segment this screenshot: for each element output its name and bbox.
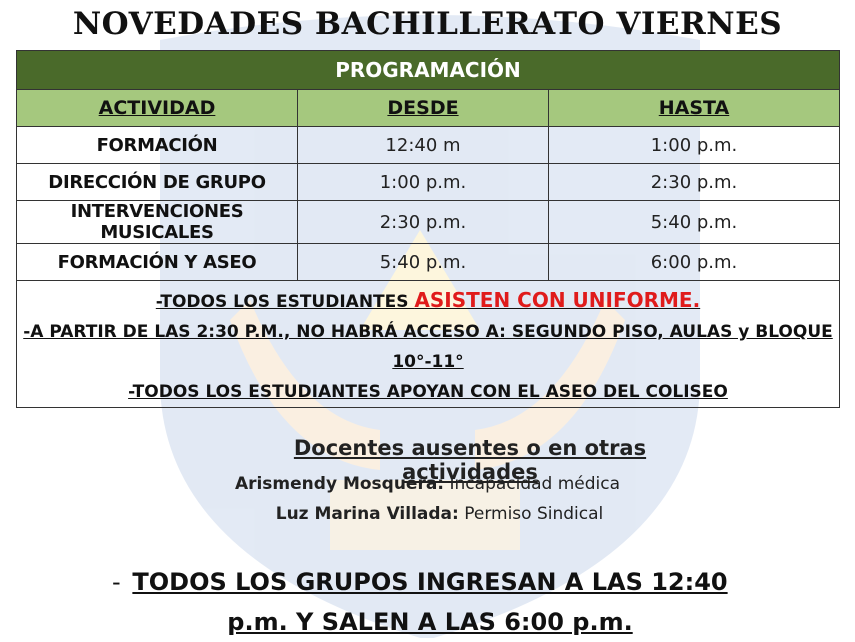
absence-reason: Permiso Sindical: [458, 504, 604, 524]
absent-teacher-item: [12, 504, 855, 524]
notes-row: [17, 281, 840, 408]
to-cell: 6:00 p.m.: [549, 244, 840, 281]
absent-teacher-item: [0, 474, 855, 494]
from-cell: 5:40 p.m.: [298, 244, 549, 281]
activity-cell: FORMACIÓN: [17, 127, 298, 164]
from-cell: 12:40 m: [298, 127, 549, 164]
activity-cell: DIRECCIÓN DE GRUPO: [17, 164, 298, 201]
bullet-dash: -: [112, 568, 121, 596]
column-activity: ACTIVIDAD: [17, 90, 298, 127]
absence-reason: Incapacidad médica: [444, 474, 621, 494]
table-row: [17, 201, 840, 244]
table-header-row: [17, 51, 840, 90]
notes-cell: [17, 281, 840, 408]
note-uniform-highlight: ASISTEN CON UNIFORME.: [414, 288, 701, 312]
to-cell: 2:30 p.m.: [549, 164, 840, 201]
absent-teachers-title: Docentes ausentes o en otras actividades: [293, 436, 647, 484]
schedule-table: [16, 50, 840, 408]
column-to: HASTA: [549, 90, 840, 127]
note-cleaning: -TODOS LOS ESTUDIANTES APOYAN CON EL ASEO DEL COLISEO: [128, 382, 728, 402]
from-cell: 2:30 p.m.: [298, 201, 549, 244]
teacher-name: Luz Marina Villada:: [275, 504, 459, 524]
to-cell: 1:00 p.m.: [549, 127, 840, 164]
note-uniform-prefix: -TODOS LOS ESTUDIANTES: [155, 292, 415, 312]
final-announcement-text: TODOS LOS GRUPOS INGRESAN A LAS 12:40 p.m. Y SALEN A LAS 6:00 p.m.: [132, 568, 728, 636]
from-cell: 1:00 p.m.: [298, 164, 549, 201]
teacher-name: Arismendy Mosquera:: [234, 474, 445, 494]
note-uniform: [23, 285, 833, 317]
column-header-row: [17, 90, 840, 127]
table-row: [17, 244, 840, 281]
final-announcement: [100, 562, 760, 642]
note-access: -A PARTIR DE LAS 2:30 P.M., NO HABRÁ ACCESO A: SEGUNDO PISO, AULAS y BLOQUE 10°-11°: [23, 322, 833, 372]
column-from: DESDE: [298, 90, 549, 127]
table-row: [17, 127, 840, 164]
table-header: PROGRAMACIÓN: [17, 51, 840, 90]
to-cell: 5:40 p.m.: [549, 201, 840, 244]
activity-cell: FORMACIÓN Y ASEO: [17, 244, 298, 281]
activity-cell: INTERVENCIONES MUSICALES: [17, 201, 298, 244]
page-title: NOVEDADES BACHILLERATO VIERNES: [72, 6, 783, 42]
table-row: [17, 164, 840, 201]
